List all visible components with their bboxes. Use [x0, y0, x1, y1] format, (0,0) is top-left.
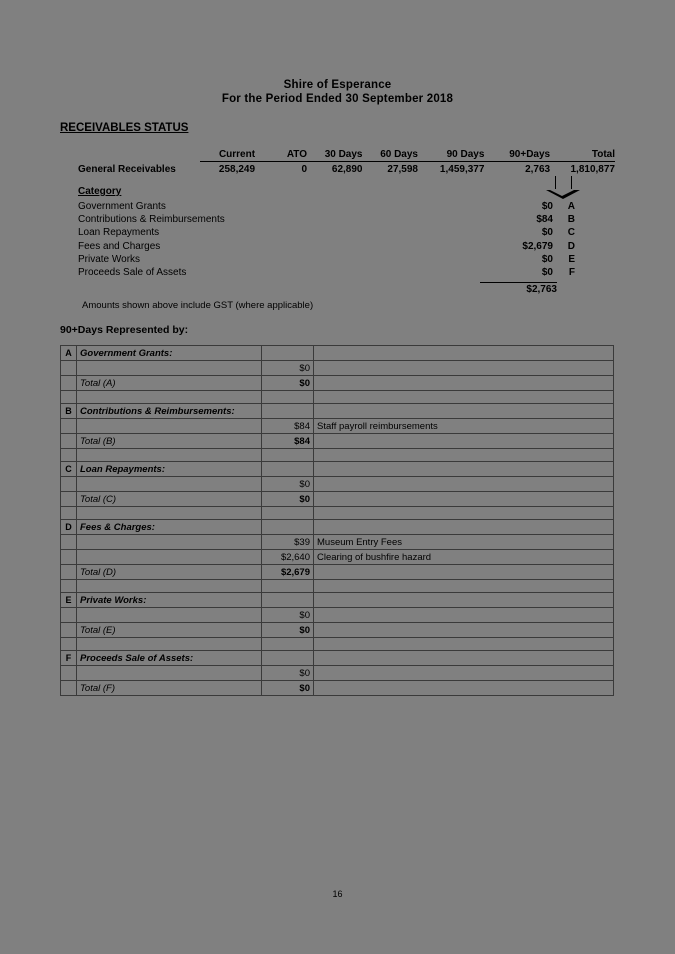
detail-line-row: [61, 535, 614, 550]
spacer-cell: [262, 507, 314, 520]
header-90-days: 90 Days: [418, 149, 484, 162]
detail-section-header-row: [61, 520, 614, 535]
total-amount: $2,679: [262, 565, 314, 580]
total-desc: [314, 565, 614, 580]
spacer-cell: [77, 391, 262, 404]
section-header-amount: [262, 520, 314, 535]
spacer-cell: [262, 449, 314, 462]
header-60-days: 60 Days: [363, 149, 419, 162]
section-header-amount: [262, 462, 314, 477]
section-name: Proceeds Sale of Assets:: [77, 651, 262, 666]
section-header-desc: [314, 593, 614, 608]
section-header-desc: [314, 346, 614, 361]
line-desc: [314, 608, 614, 623]
header-90-plus-days: 90+Days: [484, 149, 550, 162]
detail-total-row: [61, 623, 614, 638]
total-amount: $0: [262, 623, 314, 638]
category-amount-row: [480, 266, 575, 279]
line-amount: $0: [262, 477, 314, 492]
section-name: Loan Repayments:: [77, 462, 262, 477]
section-spacer-row: [61, 391, 614, 404]
spacer-cell: [77, 580, 262, 593]
table-row: [60, 162, 615, 176]
detail-total-row: [61, 434, 614, 449]
total-label: Total (A): [77, 376, 262, 391]
category-letter: E: [568, 253, 575, 265]
section-header-desc: [314, 520, 614, 535]
line-desc: Staff payroll reimbursements: [314, 419, 614, 434]
total-desc: [314, 434, 614, 449]
total-desc: [314, 376, 614, 391]
category-amount: $2,679: [522, 240, 553, 252]
category-amount-row: [480, 253, 575, 266]
line-letter: [61, 608, 77, 623]
line-amount: $0: [262, 608, 314, 623]
category-amount-row: [480, 200, 575, 213]
page-title: RECEIVABLES STATUS: [60, 122, 189, 134]
total-letter: [61, 681, 77, 696]
detail-section-header-row: [61, 404, 614, 419]
category-amount: $0: [541, 201, 553, 212]
line-name: [77, 550, 262, 565]
detail-section-header-row: [61, 462, 614, 477]
period-line: For the Period Ended 30 September 2018: [221, 93, 454, 105]
section-spacer-row: [61, 449, 614, 462]
section-header-amount: [262, 593, 314, 608]
line-amount: $0: [262, 666, 314, 681]
total-letter: [61, 376, 77, 391]
detail-total-row: [61, 681, 614, 696]
spacer-cell: [77, 507, 262, 520]
category-letter: F: [568, 267, 575, 279]
line-letter: [61, 419, 77, 434]
line-amount: $0: [262, 361, 314, 376]
entity-name: Shire of Esperance: [283, 79, 392, 91]
line-name: [77, 361, 262, 376]
report-body: [60, 78, 615, 696]
spacer-cell: [61, 391, 77, 404]
line-desc: Museum Entry Fees: [314, 535, 614, 550]
category-name: Private Works: [78, 253, 141, 265]
section-letter: C: [61, 462, 77, 477]
total-label: Total (C): [77, 492, 262, 507]
total-amount: $0: [262, 492, 314, 507]
total-amount: $0: [262, 376, 314, 391]
detail-section-header-row: [61, 593, 614, 608]
category-name: Proceeds Sale of Assets: [78, 267, 187, 279]
spacer-cell: [262, 638, 314, 651]
spacer-cell: [61, 507, 77, 520]
cell-30-days: 62,890: [331, 164, 363, 175]
section-header-amount: [262, 346, 314, 361]
spacer-cell: [314, 449, 614, 462]
total-amount: $84: [262, 434, 314, 449]
total-desc: [314, 623, 614, 638]
down-arrow-icon: [546, 176, 580, 202]
detail-section-title: 90+Days Represented by:: [60, 324, 189, 336]
section-name: Government Grants:: [77, 346, 262, 361]
total-label: Total (E): [77, 623, 262, 638]
spacer-cell: [314, 580, 614, 593]
category-amount-row: [480, 240, 575, 253]
total-label: Total (D): [77, 565, 262, 580]
category-amount-list: [480, 200, 575, 279]
header-current: Current: [200, 149, 255, 162]
line-amount: $84: [262, 419, 314, 434]
category-letter: C: [567, 227, 575, 239]
category-heading: Category: [78, 186, 122, 197]
line-letter: [61, 550, 77, 565]
total-label: Total (B): [77, 434, 262, 449]
line-desc: Clearing of bushfire hazard: [314, 550, 614, 565]
section-header-amount: [262, 404, 314, 419]
category-amount: $0: [541, 227, 553, 239]
total-letter: [61, 434, 77, 449]
category-letter: B: [567, 214, 575, 226]
ninety-plus-days-detail-table: [60, 345, 614, 696]
spacer-cell: [262, 391, 314, 404]
spacer-cell: [314, 638, 614, 651]
line-name: [77, 419, 262, 434]
section-spacer-row: [61, 580, 614, 593]
spacer-cell: [262, 580, 314, 593]
spacer-cell: [61, 638, 77, 651]
detail-total-row: [61, 565, 614, 580]
cell-current: 258,249: [218, 164, 256, 175]
spacer-cell: [314, 391, 614, 404]
section-header-desc: [314, 462, 614, 477]
total-letter: [61, 565, 77, 580]
category-name: Fees and Charges: [78, 240, 161, 252]
line-name: [77, 477, 262, 492]
detail-line-row: [61, 477, 614, 492]
cell-total: 1,810,877: [570, 164, 615, 175]
line-name: [77, 666, 262, 681]
category-name-list: [78, 200, 225, 279]
line-letter: [61, 535, 77, 550]
header-blank: [60, 149, 200, 162]
line-desc: [314, 477, 614, 492]
line-desc: [314, 361, 614, 376]
line-name: [77, 608, 262, 623]
table-header-row: [60, 149, 615, 162]
total-desc: [314, 681, 614, 696]
document-header: [60, 78, 615, 106]
detail-line-row: [61, 361, 614, 376]
section-letter: E: [61, 593, 77, 608]
detail-total-row: [61, 376, 614, 391]
detail-line-row: [61, 550, 614, 565]
section-spacer-row: [61, 507, 614, 520]
total-letter: [61, 623, 77, 638]
line-letter: [61, 361, 77, 376]
category-total: $2,763: [480, 282, 557, 295]
spacer-cell: [77, 449, 262, 462]
header-ato: ATO: [255, 149, 307, 162]
line-name: [77, 535, 262, 550]
line-letter: [61, 666, 77, 681]
cell-90-days: 1,459,377: [439, 164, 485, 175]
gst-note: Amounts shown above include GST (where applicable): [82, 300, 314, 311]
line-letter: [61, 477, 77, 492]
category-amount-row: [480, 226, 575, 239]
section-name: Fees & Charges:: [77, 520, 262, 535]
total-amount: $0: [262, 681, 314, 696]
category-amount: $0: [541, 253, 553, 265]
section-letter: F: [61, 651, 77, 666]
spacer-cell: [61, 580, 77, 593]
category-letter: D: [567, 240, 575, 252]
detail-line-row: [61, 666, 614, 681]
detail-section-header-row: [61, 651, 614, 666]
section-letter: D: [61, 520, 77, 535]
header-30-days: 30 Days: [307, 149, 363, 162]
section-spacer-row: [61, 638, 614, 651]
category-name: Loan Repayments: [78, 227, 160, 239]
line-desc: [314, 666, 614, 681]
cell-90-plus-days: 2,763: [525, 164, 551, 175]
detail-line-row: [61, 419, 614, 434]
spacer-cell: [77, 638, 262, 651]
total-label: Total (F): [77, 681, 262, 696]
line-amount: $39: [262, 535, 314, 550]
category-name: Government Grants: [78, 201, 166, 212]
total-letter: [61, 492, 77, 507]
section-name: Private Works:: [77, 593, 262, 608]
section-header-desc: [314, 651, 614, 666]
spacer-cell: [314, 507, 614, 520]
header-total: Total: [550, 149, 615, 162]
cell-ato: 0: [301, 164, 307, 175]
detail-line-row: [61, 608, 614, 623]
row-label-general-receivables: General Receivables: [78, 163, 176, 175]
cell-60-days: 27,598: [387, 164, 418, 175]
receivables-summary-table: [60, 149, 615, 175]
detail-total-row: [61, 492, 614, 507]
line-amount: $2,640: [262, 550, 314, 565]
category-breakdown: [60, 186, 615, 298]
section-letter: B: [61, 404, 77, 419]
category-amount: $0: [541, 267, 553, 279]
category-amount-row: [480, 213, 575, 226]
section-name: Contributions & Reimbursements:: [77, 404, 262, 419]
category-amount: $84: [536, 214, 553, 226]
page-number: 16: [332, 889, 343, 899]
total-desc: [314, 492, 614, 507]
arrow-head-inner: [548, 189, 576, 196]
category-name: Contributions & Reimbursements: [78, 214, 225, 226]
detail-section-header-row: [61, 346, 614, 361]
category-letter: A: [567, 201, 575, 212]
section-header-amount: [262, 651, 314, 666]
section-letter: A: [61, 346, 77, 361]
section-header-desc: [314, 404, 614, 419]
spacer-cell: [61, 449, 77, 462]
